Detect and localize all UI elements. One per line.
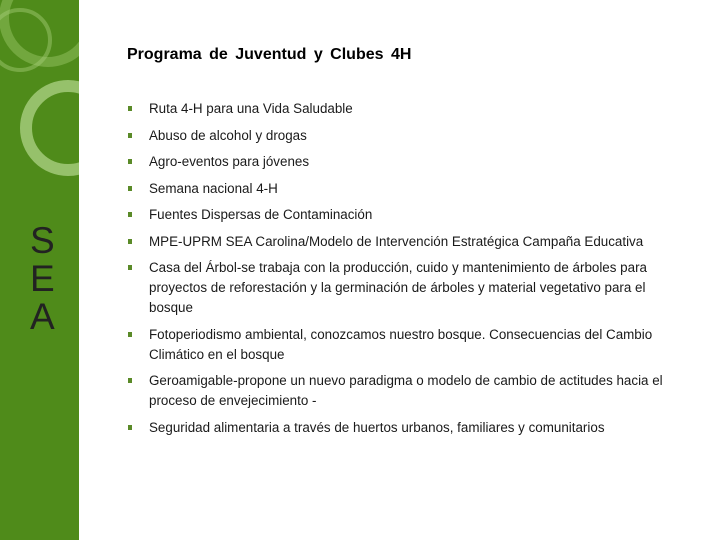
bullet-item (128, 232, 693, 252)
bullet-marker (128, 186, 132, 191)
bullet-item (128, 152, 693, 172)
bullet-marker (128, 378, 132, 383)
bullet-marker (128, 106, 132, 111)
bullet-marker (128, 133, 132, 138)
bullet-item (128, 325, 693, 365)
bullet-list (128, 99, 693, 444)
bullet-marker (128, 212, 132, 217)
bullet-text: Fuentes Dispersas de Contaminación (149, 207, 373, 222)
sea-letter-e: E (30, 258, 55, 299)
bullet-item (128, 99, 693, 119)
bullet-marker (128, 425, 132, 430)
bullet-item (128, 126, 693, 146)
sidebar (0, 0, 79, 540)
bullet-marker (128, 332, 132, 337)
bullet-text: Seguridad alimentaria a través de huertos urbanos, familiares y comunitarios (149, 419, 605, 435)
bullet-text: Semana nacional 4-H (149, 180, 278, 196)
bullet-text: Abuso de alcohol y drogas (149, 127, 307, 143)
bullet-item (128, 418, 693, 438)
bullet-text: Fotoperiodismo ambiental, conozcamos nuestro bosque. Consecuencias del Cambio Climático en el bosque (149, 326, 653, 362)
bullet-item (128, 179, 693, 199)
bullet-text: Ruta 4-H para una Vida Saludable (149, 101, 353, 116)
bullet-marker (128, 265, 132, 270)
bullet-text: MPE-UPRM SEA Carolina/Modelo de Intervención Estratégica Campaña Educativa (149, 233, 644, 249)
slide-title: Programa de Juventud y Clubes 4H (127, 46, 412, 63)
bullet-item (128, 258, 693, 318)
sea-letter-a: A (30, 296, 55, 337)
bullet-marker (128, 239, 132, 244)
sea-letter-s: S (30, 220, 55, 261)
bullet-marker (128, 159, 132, 164)
bullet-item (128, 371, 693, 411)
bullet-text: Agro-eventos para jóvenes (149, 154, 310, 169)
sea-letters (30, 222, 66, 336)
bullet-item (128, 205, 693, 225)
bullet-text: Geroamigable-propone un nuevo paradigma o modelo de cambio de actitudes hacia el proceso de envejecimiento - (149, 373, 663, 408)
bullet-text: Casa del Árbol-se trabaja con la producción, cuido y mantenimiento de árboles para proyectos de reforestación y la germinación de árboles y material vegetativo para el bosque (149, 260, 647, 315)
